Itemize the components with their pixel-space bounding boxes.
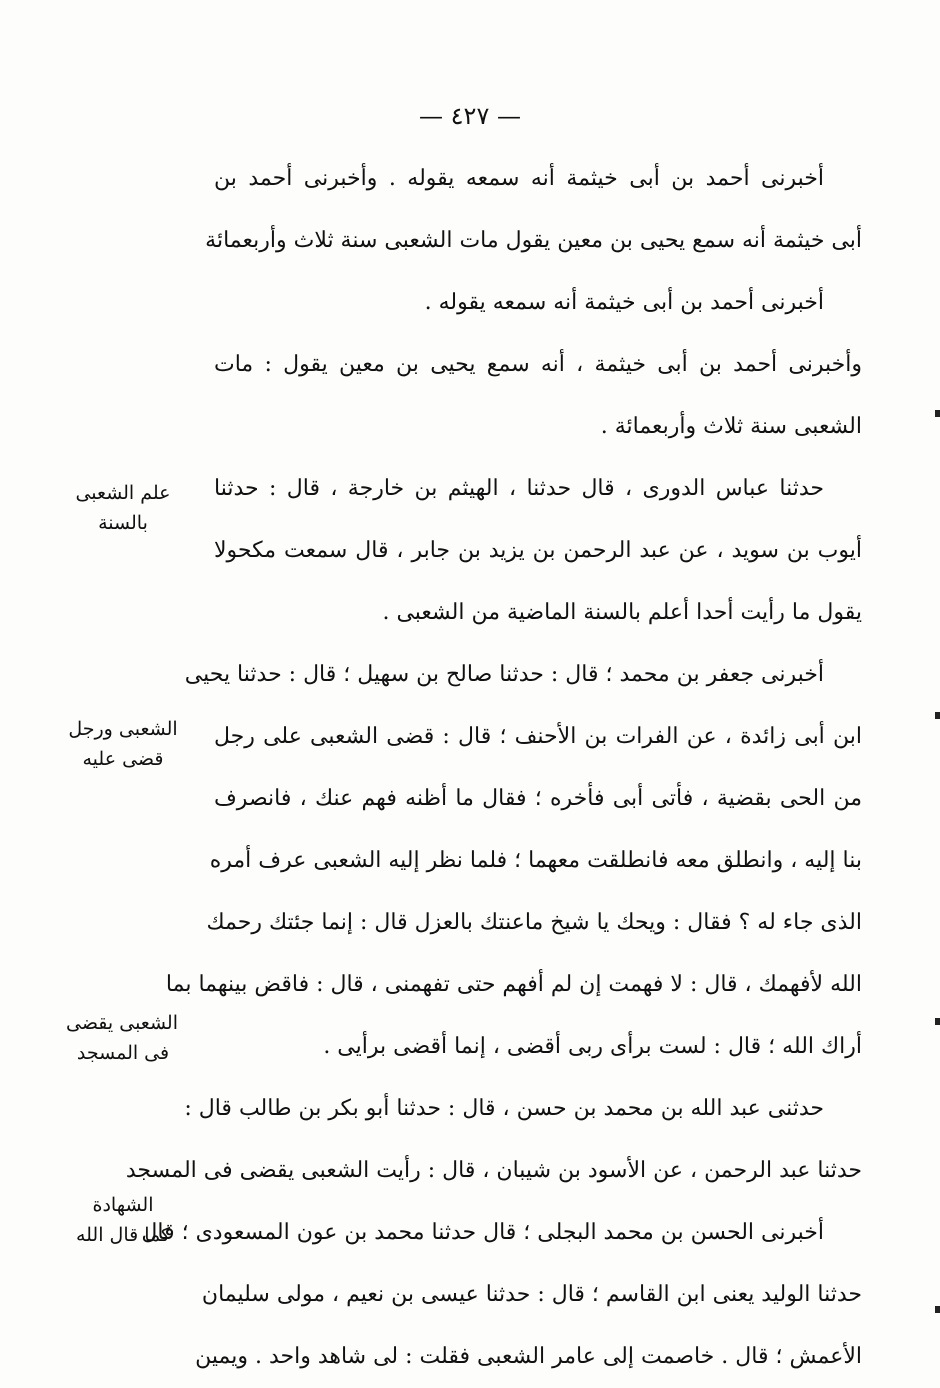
scan-mark: [935, 1306, 940, 1313]
margin-note: [65, 1008, 178, 1068]
margin-note: [68, 1190, 178, 1250]
scan-mark: [935, 1018, 940, 1025]
text-line: أراك الله ؛ قال : لست برأى ربى أقضى ، إنما أقضى برأيى .: [323, 1034, 862, 1059]
text-line: حدثنا الوليد يعنى ابن القاسم ؛ قال : حدثنا عيسى بن نعيم ، مولى سليمان: [201, 1282, 862, 1307]
margin-note-line: بالسنة: [98, 512, 148, 534]
text-line: حدثنى عبد الله بن محمد بن حسن ، قال : حدثنا أبو بكر بن طالب قال :: [184, 1096, 824, 1121]
text-line: الذى جاء له ؟ فقال : ويحك يا شيخ ماعنتك بالعزل قال : إنما جئتك رحمك: [206, 910, 862, 935]
margin-note-line: الشعبى ورجل: [68, 718, 178, 740]
scan-mark: [935, 712, 940, 719]
text-line: أبى خيثمة أنه سمع يحيى بن معين يقول مات الشعبى سنة ثلاث وأربعمائة: [205, 228, 862, 253]
margin-note-line: قضى عليه: [82, 748, 164, 770]
text-line: وأخبرنى أحمد بن أبى خيثمة ، أنه سمع يحيى بن معين يقول : مات: [214, 352, 862, 377]
margin-note: [68, 714, 178, 774]
margin-note-line: الشهادة: [92, 1194, 154, 1216]
page-number: — ٤٢٧ —: [419, 102, 521, 130]
margin-note: [68, 478, 178, 538]
margin-note-line: الشعبى يقضى: [65, 1012, 178, 1034]
text-line: من الحى بقضية ، فأتى أبى فأخره ؛ فقال ما أظنه فهم عنك ، فانصرف: [214, 786, 862, 811]
text-line: حدثنا عباس الدورى ، قال حدثنا ، الهيثم بن خارجة ، قال : حدثنا: [214, 476, 824, 501]
margin-note-line: فى المسجد: [76, 1042, 170, 1064]
text-line: أخبرنى أحمد بن أبى خيثمة أنه سمعه يقوله . وأخبرنى أحمد بن: [214, 166, 824, 191]
text-line: أخبرنى أحمد بن أبى خيثمة أنه سمعه يقوله .: [424, 290, 824, 315]
margin-note-line: علم الشعبى: [75, 482, 171, 504]
text-line: أخبرنى الحسن بن محمد البجلى ؛ قال حدثنا محمد بن عون المسعودى ؛ قال: [141, 1220, 824, 1245]
margin-note-line: كما قال الله: [75, 1224, 171, 1246]
text-line: الله لأفهمك ، قال : لا فهمت إن لم أفهم حتى تفهمنى ، قال : فاقض بينهما بما: [165, 972, 862, 997]
text-line: أيوب بن سويد ، عن عبد الرحمن بن يزيد بن جابر ، قال سمعت مكحولا: [214, 538, 862, 563]
text-line: الأعمش ؛ قال . خاصمت إلى عامر الشعبى فقلت : لى شاهد واحد . ويمين: [195, 1344, 862, 1369]
text-line: الشعبى سنة ثلاث وأربعمائة .: [600, 414, 862, 439]
text-line: حدثنا عبد الرحمن ، عن الأسود بن شيبان ، قال : رأيت الشعبى يقضى فى المسجد: [125, 1158, 862, 1183]
main-text: [125, 148, 862, 1388]
text-line: أخبرنى جعفر بن محمد ؛ قال : حدثنا صالح بن سهيل ؛ قال : حدثنا يحيى: [184, 662, 824, 687]
scan-mark: [935, 410, 940, 417]
text-line: بنا إليه ، وانطلق معه فانطلقت معهما ؛ فلما نظر إليه الشعبى عرف أمره: [209, 848, 862, 873]
text-line: ابن أبى زائدة ، عن الفرات بن الأحنف ؛ قال : قضى الشعبى على رجل: [214, 724, 862, 749]
text-line: يقول ما رأيت أحدا أعلم بالسنة الماضية من الشعبى .: [382, 600, 862, 625]
